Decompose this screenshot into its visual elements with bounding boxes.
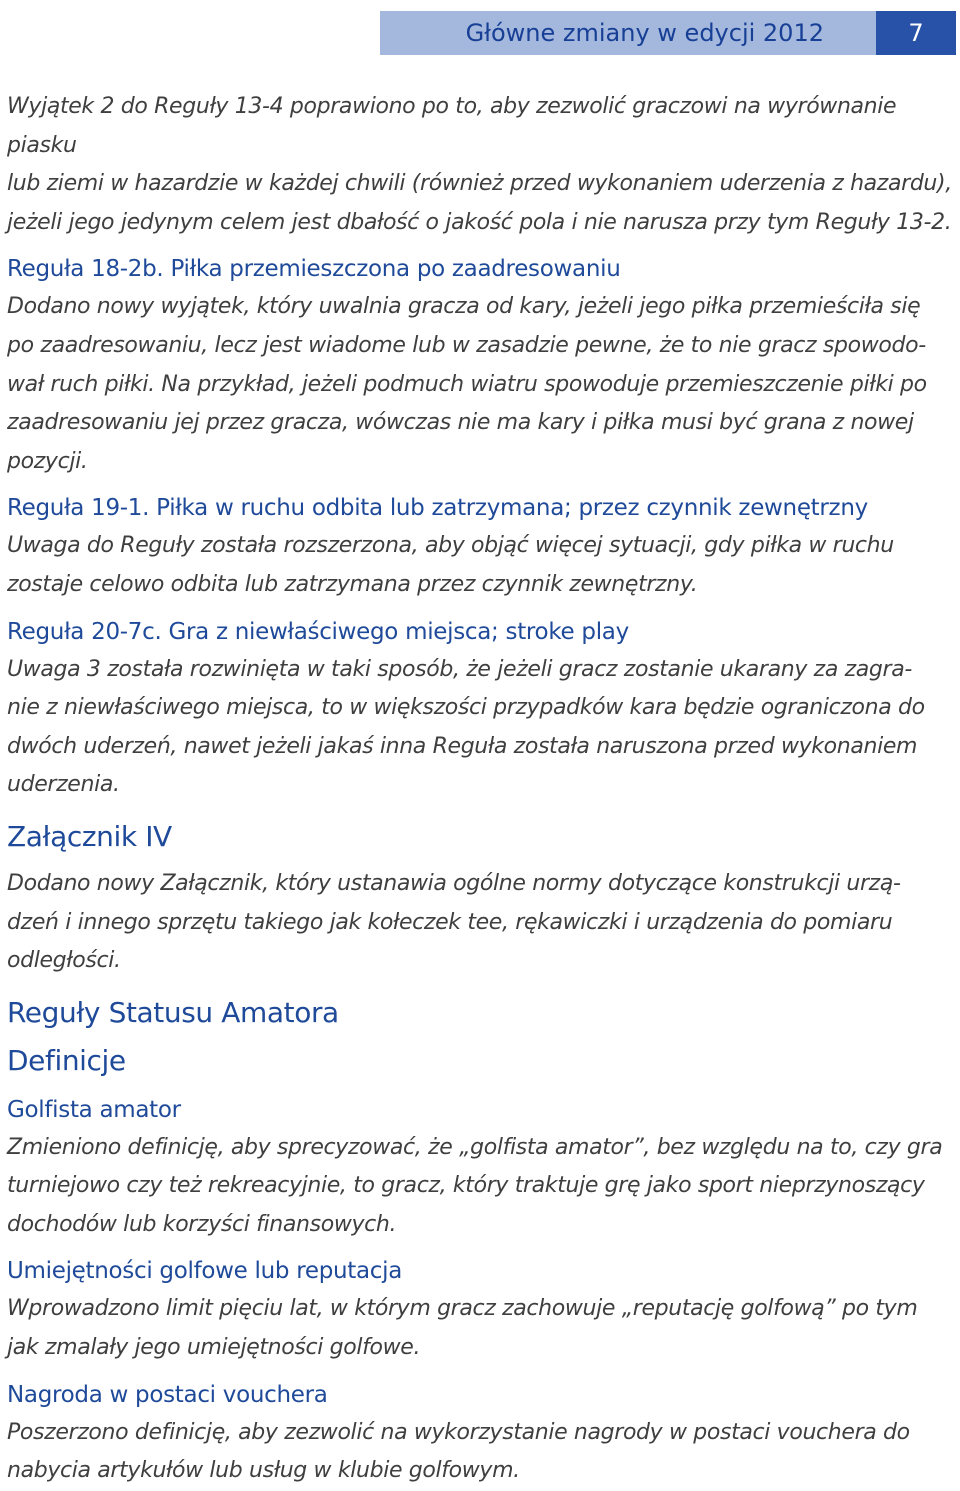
section-heading: Golfista amator: [7, 1096, 181, 1123]
paragraph-line: dochodów lub korzyści finansowych.: [7, 1211, 397, 1237]
paragraph-line: uderzenia.: [7, 772, 120, 798]
section-nagroda: [7, 1376, 955, 1491]
paragraph-line: pozycji.: [7, 448, 88, 474]
paragraph-line: Uwaga do Reguły została rozszerzona, aby objąć więcej sytuacji, gdy piłka w ruchu: [7, 533, 894, 559]
paragraph-line: po zaadresowaniu, lecz jest wiadome lub w zasadzie pewne, że to nie gracz spowodo-: [7, 332, 926, 358]
paragraph-line: nie z niewłaściwego miejsca, to w większości przypadków kara będzie ograniczona do: [7, 695, 925, 721]
section-rule-19-1: [7, 489, 955, 604]
section-heading: [7, 489, 955, 527]
section-heading: [7, 250, 955, 288]
section-heading: Umiejętności golfowe lub reputacja: [7, 1258, 403, 1285]
section-rule-20-7c: [7, 613, 955, 805]
section-golfista-amator: [7, 1091, 955, 1245]
paragraph-line: odległości.: [7, 948, 121, 974]
section-rule-18-2b: [7, 250, 955, 481]
section-rule-13-4: [7, 88, 955, 242]
paragraph-line: jak zmalały jego umiejętności golfowe.: [7, 1335, 421, 1361]
paragraph-line: Wyjątek 2 do Reguły 13-4 poprawiono po to, aby zezwolić graczowi na wyrównanie piasku: [7, 94, 897, 158]
paragraph-line: Dodano nowy wyjątek, który uwalnia gracza od kary, jeżeli jego piłka przemieściła się: [7, 294, 921, 320]
header-title: Główne zmiany w edycji 2012: [380, 11, 876, 55]
paragraph-line: Uwaga 3 została rozwinięta w taki sposób, że jeżeli gracz zostanie ukarany za zagra-: [7, 656, 912, 682]
section-umiejetnosci: [7, 1252, 955, 1367]
heading-text: Piłka w ruchu odbita lub zatrzymana; przez czynnik zewnętrzny: [156, 495, 868, 522]
paragraph-line: jeżeli jego jedynym celem jest dbałość o jakość pola i nie narusza przy tym Reguły 13-2.: [7, 209, 952, 235]
paragraph-line: zaadresowaniu jej przez gracza, wówczas nie ma kary i piłka musi być grana z nowej: [7, 410, 914, 436]
page-header: [380, 11, 956, 55]
paragraph-line: wał ruch piłki. Na przykład, jeżeli podmuch wiatru spowoduje przemieszczenie piłki po: [7, 371, 927, 397]
section-appendix-iv: [7, 815, 955, 981]
heading-text: Piłka przemieszczona po zaadresowaniu: [170, 256, 621, 283]
section-heading: Nagroda w postaci vouchera: [7, 1381, 328, 1408]
page-number: 7: [876, 11, 956, 55]
paragraph-line: Poszerzono definicję, aby zezwolić na wykorzystanie nagrody w postaci vouchera do: [7, 1419, 910, 1445]
paragraph-line: lub ziemi w hazardzie w każdej chwili (również przed wykonaniem uderzenia z hazardu),: [7, 171, 952, 197]
paragraph-line: dwóch uderzeń, nawet jeżeli jakaś inna Reguła została naruszona przed wykonaniem: [7, 733, 918, 759]
rule-number: Reguła 20-7c.: [7, 618, 162, 645]
paragraph-line: zostaje celowo odbita lub zatrzymana przez czynnik zewnętrzny.: [7, 571, 698, 597]
document-body: [7, 88, 955, 1491]
rule-number: Reguła 18-2b.: [7, 256, 164, 283]
section-heading-amateur-status: Reguły Statusu Amatora: [7, 995, 339, 1029]
section-heading: [7, 613, 955, 651]
paragraph-line: Zmieniono definicję, aby sprecyzować, że „golfista amator”, bez względu na to, czy gra: [7, 1134, 943, 1160]
paragraph-line: turniejowo czy też rekreacyjnie, to gracz, który traktuje grę jako sport nieprzynoszący: [7, 1173, 925, 1199]
rule-number: Reguła 19-1.: [7, 495, 150, 522]
heading-text: Gra z niewłaściwego miejsca; stroke play: [168, 618, 629, 645]
paragraph-line: nabycia artykułów lub usług w klubie golfowym.: [7, 1458, 520, 1484]
section-heading-definitions: Definicje: [7, 1043, 126, 1077]
paragraph-line: Wprowadzono limit pięciu lat, w którym gracz zachowuje „reputację golfową” po tym: [7, 1296, 918, 1322]
paragraph-line: dzeń i innego sprzętu takiego jak kołeczek tee, rękawiczki i urządzenia do pomiaru: [7, 909, 893, 935]
paragraph-line: Dodano nowy Załącznik, który ustanawia ogólne normy dotyczące konstrukcji urzą-: [7, 870, 901, 896]
section-heading: Załącznik IV: [7, 819, 172, 853]
